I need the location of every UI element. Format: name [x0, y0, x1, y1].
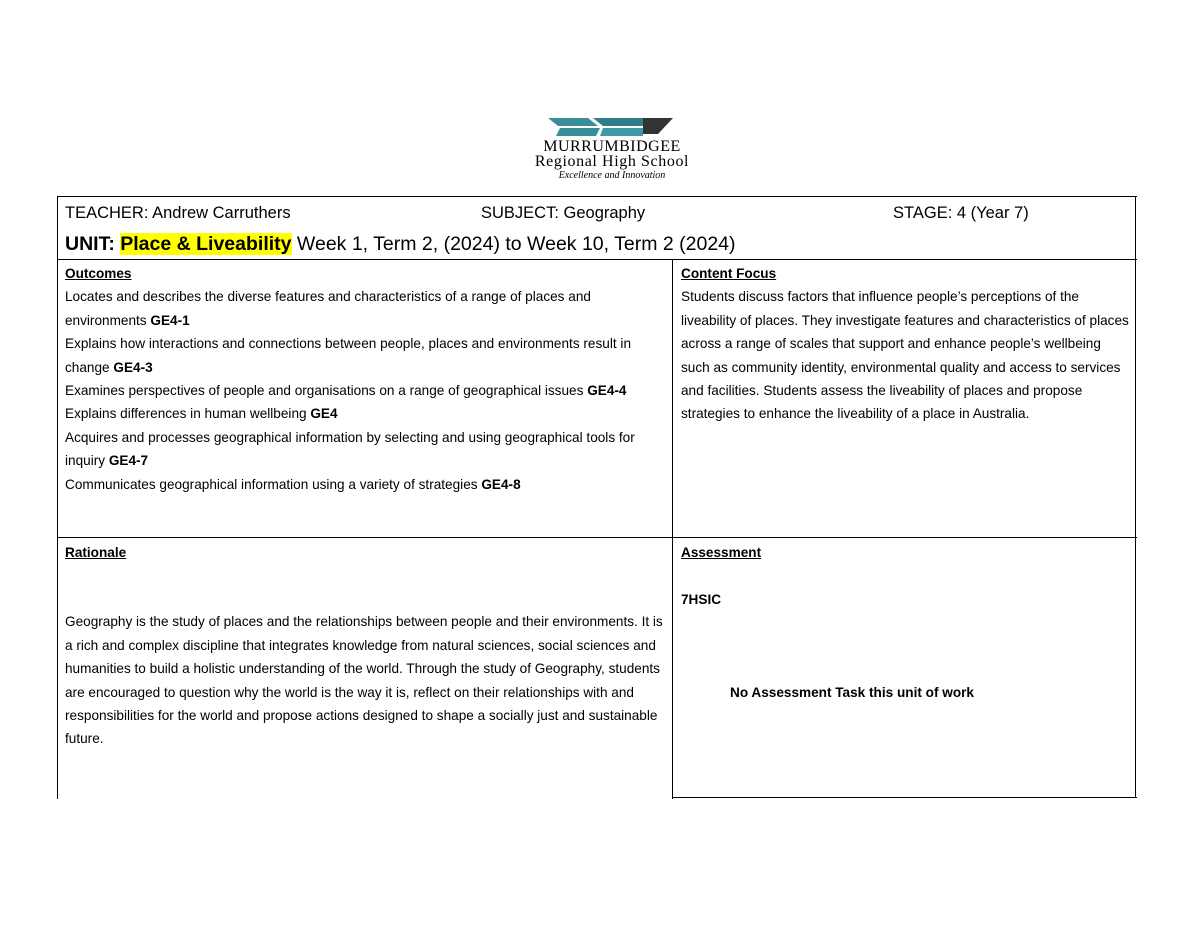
outcomes-heading: Outcomes	[65, 266, 132, 281]
subject-label: SUBJECT: Geography	[481, 204, 646, 222]
outcome-item: Communicates geographical information using a variety of strategies GE4-8	[65, 476, 521, 492]
stage-label: STAGE: 4 (Year 7)	[893, 204, 1029, 222]
outcomes-cell	[65, 262, 663, 496]
row-divider	[57, 537, 1137, 538]
unit-line	[65, 231, 736, 257]
teacher-label: TEACHER: Andrew Carruthers	[65, 204, 291, 222]
outcome-item: Examines perspectives of people and organisations on a range of geographical issues GE4-4	[65, 383, 627, 399]
table-right-border	[1135, 196, 1136, 798]
school-logo	[498, 116, 726, 182]
content-focus-text: Students discuss factors that influence people’s perceptions of the liveability of places. They investigate features and characteristics of places across a range of scales that support and enhance people’s wellbeing such as community identity, environmental quality and access to services and facilities. Students assess the liveability of places and propose strategies to enhance the liveability of a place in Australia.	[681, 289, 1129, 422]
logo-school-type: Regional High School	[534, 153, 690, 170]
table-top-border	[57, 196, 1137, 197]
assessment-note: No Assessment Task this unit of work	[730, 685, 974, 700]
logo-tagline: Excellence and Innovation	[558, 170, 666, 181]
outcome-item: Locates and describes the diverse features and characteristics of a range of places and environments GE4-1	[65, 289, 591, 328]
rationale-text: Geography is the study of places and the relationships between people and their environments. It is a rich and complex discipline that integrates knowledge from natural sciences, social sciences and humanities to build a holistic understanding of the world. Through the study of Geography, students are encouraged to question why the world is the way it is, reflect on their relationships with and responsibilities for the world and propose actions designed to shape a socially just and sustainable future.	[65, 614, 663, 747]
rationale-heading: Rationale	[65, 545, 127, 560]
outcome-item: Explains how interactions and connections between people, places and environments result in change GE4-3	[65, 336, 631, 375]
rationale-cell	[65, 541, 665, 751]
logo-emblem-icon	[548, 116, 678, 138]
table-left-border	[57, 196, 58, 799]
column-divider	[672, 259, 673, 799]
assessment-bottom-border	[672, 797, 1137, 798]
assessment-heading: Assessment	[681, 545, 762, 560]
content-focus-heading: Content Focus	[681, 266, 777, 281]
unit-name: Place & Liveability	[120, 233, 292, 255]
content-focus-cell	[681, 262, 1129, 426]
outcome-item: Explains differences in human wellbeing GE4	[65, 406, 338, 422]
outcome-item: Acquires and processes geographical information by selecting and using geographical tools for inquiry GE4-7	[65, 429, 635, 469]
assessment-code: 7HSIC	[681, 592, 722, 607]
unit-label: UNIT:	[65, 233, 115, 255]
logo-school-name: MURRUMBIDGEE	[543, 138, 681, 155]
unit-dates: Week 1, Term 2, (2024) to Week 10, Term 2 (2024)	[296, 233, 736, 255]
assessment-cell	[681, 541, 1121, 564]
header-divider	[57, 259, 1137, 260]
